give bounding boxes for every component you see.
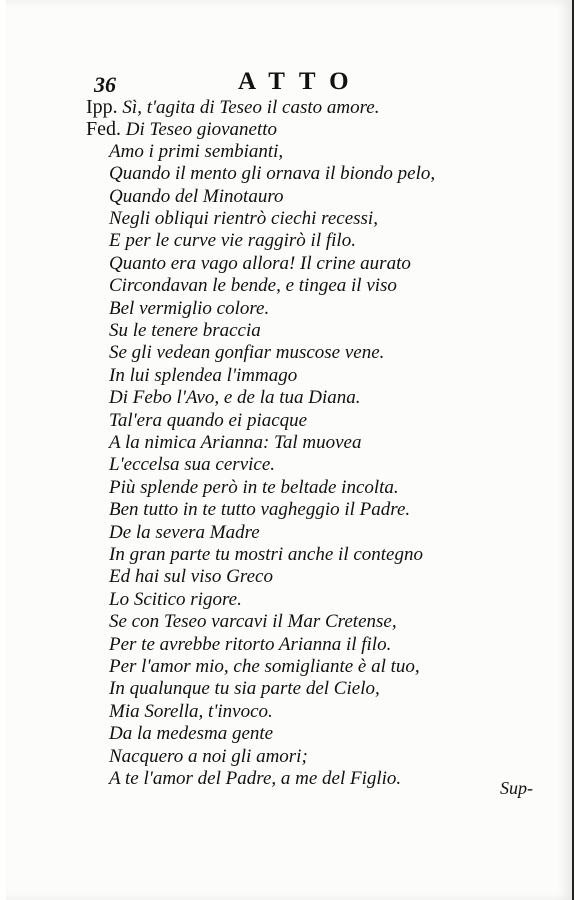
verse-line <box>109 499 410 521</box>
verse-text-span: Amo i primi sembianti, <box>109 140 284 162</box>
verse-text-span: Negli obliqui rientrò ciechi recessi, <box>109 208 378 229</box>
verse-line <box>86 96 379 119</box>
verse-line <box>109 186 284 208</box>
verse-text-span: A la nimica Arianna: Tal muovea <box>109 432 362 453</box>
verse-text-span: L'eccelsa sua cervice. <box>109 454 276 476</box>
verse-text-span: Tal'era quando ei piacque <box>109 409 308 431</box>
verse-line <box>109 432 361 454</box>
speaker-label: Ipp. <box>86 96 118 118</box>
verse-text-span: De la severa Madre <box>109 521 260 543</box>
verse-text-span: In gran parte tu mostri anche il contegno <box>109 544 423 565</box>
verse-line <box>109 746 308 768</box>
verse-line <box>109 723 273 745</box>
verse-line <box>109 298 269 320</box>
verse-text-span: Se con Teseo varcavi il Mar Cretense, <box>109 611 397 633</box>
verse-line <box>109 768 401 790</box>
verse-line <box>109 566 273 588</box>
verse-text-span: Di Teseo giovanetto <box>125 119 278 141</box>
verse-line <box>109 208 378 230</box>
verse-line <box>109 477 399 499</box>
verse-line <box>109 365 297 387</box>
verse-text-span: Quando il mento gli ornava il biondo pelo, <box>109 163 436 185</box>
verse-text-span: Circondavan le bende, e tingea il viso <box>109 275 397 297</box>
verse-line <box>109 163 435 185</box>
page-number: 36 <box>94 72 116 97</box>
verse-line <box>109 634 391 656</box>
verse-text-span: Per te avrebbe ritorto Arianna il filo. <box>109 633 392 655</box>
verse-line <box>109 522 260 544</box>
verse-text-span: E per le curve vie raggirò il filo. <box>109 230 356 252</box>
verse-text-span: In qualunque tu sia parte del Cielo, <box>109 678 380 700</box>
verse-text-span: Quanto era vago allora! Il crine aurato <box>109 252 411 274</box>
verse-line <box>109 589 242 611</box>
speaker-label: Fed. <box>86 118 121 141</box>
verse-text-span: Di Febo l'Avo, e de la tua Diana. <box>109 387 361 409</box>
verse-line <box>109 454 275 476</box>
running-head: ATTO <box>238 68 363 95</box>
verse-line <box>86 118 277 141</box>
verse-line <box>109 387 361 409</box>
verse-text-span: A te l'amor del Padre, a me del Figlio. <box>109 768 402 789</box>
verse-line <box>109 611 397 633</box>
catchword: Sup- <box>500 778 533 798</box>
verse-line <box>109 701 273 723</box>
verse-line <box>109 275 397 297</box>
verse-text-span: Se gli vedean gonfiar muscose vene. <box>109 342 385 364</box>
verse-text-span: Nacquero a noi gli amori; <box>109 745 308 767</box>
verse-line <box>109 230 356 252</box>
verse-text-span: In lui splendea l'immago <box>109 364 298 386</box>
verse-line <box>109 656 420 678</box>
verse-text-span: Mia Sorella, t'invoco. <box>109 700 273 722</box>
verse-line <box>109 320 261 342</box>
verse-line <box>109 141 283 163</box>
verse-text-span: Sì, t'agita di Teseo il casto amore. <box>122 97 380 118</box>
verse-line <box>109 410 307 432</box>
verse-text-span: Lo Scitico rigore. <box>109 588 242 610</box>
verse-text-span: Ed hai sul viso Greco <box>109 566 273 588</box>
book-page <box>6 0 574 900</box>
verse-text-span: Bel vermiglio colore. <box>109 297 270 319</box>
verse-line <box>109 342 384 364</box>
verse-text-span: Da la medesma gente <box>109 723 274 745</box>
verse-line <box>109 253 411 275</box>
verse-line <box>109 544 423 566</box>
verse-text-span: Più splende però in te beltade incolta. <box>109 476 399 498</box>
verse-text-span: Ben tutto in te tutto vagheggio il Padre. <box>109 499 411 521</box>
verse-line <box>109 678 380 700</box>
verse-text-span: Quando del Minotauro <box>109 185 284 207</box>
verse-text-span: Su le tenere braccia <box>109 320 261 341</box>
verse-text-span: Per l'amor mio, che somigliante è al tuo, <box>109 656 420 677</box>
